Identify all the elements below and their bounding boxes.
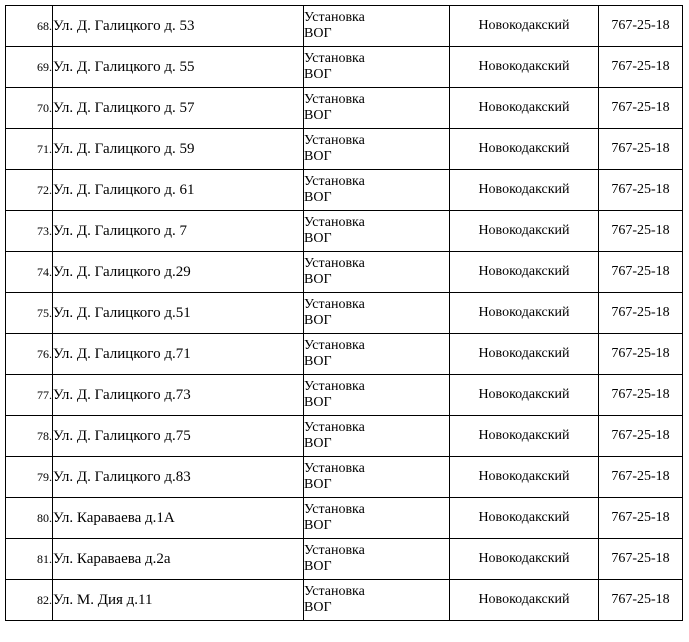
work-type-cell — [304, 129, 450, 170]
address-cell: Ул. Д. Галицкого д.75 — [53, 416, 304, 457]
phone-cell: 767-25-18 — [599, 170, 683, 211]
work-type-cell — [304, 47, 450, 88]
work-type-cell — [304, 457, 450, 498]
work-type-cell — [304, 211, 450, 252]
work-type-cell — [304, 252, 450, 293]
row-number: 68. — [6, 6, 53, 47]
row-number: 78. — [6, 416, 53, 457]
phone-cell: 767-25-18 — [599, 416, 683, 457]
work-type-cell — [304, 334, 450, 375]
table-row — [6, 457, 683, 498]
work-type-line2: ВОГ — [304, 272, 332, 287]
address-cell: Ул. Караваева д.1А — [53, 498, 304, 539]
work-type-line1: Установка — [304, 543, 365, 558]
address-cell: Ул. Д. Галицкого д.71 — [53, 334, 304, 375]
phone-cell: 767-25-18 — [599, 6, 683, 47]
work-type-cell — [304, 498, 450, 539]
row-number: 73. — [6, 211, 53, 252]
work-type-line2: ВОГ — [304, 26, 332, 41]
work-type-line1: Установка — [304, 133, 365, 148]
address-cell: Ул. Д. Галицкого д. 59 — [53, 129, 304, 170]
work-type-cell — [304, 580, 450, 621]
table-body — [6, 6, 683, 621]
table-row — [6, 88, 683, 129]
work-type-line1: Установка — [304, 10, 365, 25]
phone-cell: 767-25-18 — [599, 88, 683, 129]
work-type-cell — [304, 416, 450, 457]
address-cell: Ул. Д. Галицкого д.73 — [53, 375, 304, 416]
address-cell: Ул. Д. Галицкого д. 61 — [53, 170, 304, 211]
district-cell: Новокодакский — [450, 88, 599, 129]
work-type-line1: Установка — [304, 215, 365, 230]
address-cell: Ул. М. Дия д.11 — [53, 580, 304, 621]
table-row — [6, 498, 683, 539]
work-type-line2: ВОГ — [304, 313, 332, 328]
row-number: 81. — [6, 539, 53, 580]
district-cell: Новокодакский — [450, 375, 599, 416]
work-type-line2: ВОГ — [304, 231, 332, 246]
district-cell: Новокодакский — [450, 211, 599, 252]
work-type-cell — [304, 539, 450, 580]
phone-cell: 767-25-18 — [599, 47, 683, 88]
district-cell: Новокодакский — [450, 47, 599, 88]
work-type-line1: Установка — [304, 338, 365, 353]
phone-cell: 767-25-18 — [599, 129, 683, 170]
work-type-line2: ВОГ — [304, 108, 332, 123]
work-type-line1: Установка — [304, 420, 365, 435]
district-cell: Новокодакский — [450, 498, 599, 539]
work-type-line1: Установка — [304, 584, 365, 599]
phone-cell: 767-25-18 — [599, 334, 683, 375]
work-type-cell — [304, 375, 450, 416]
table-row — [6, 129, 683, 170]
work-type-line1: Установка — [304, 297, 365, 312]
work-type-line1: Установка — [304, 256, 365, 271]
table-row — [6, 211, 683, 252]
row-number: 69. — [6, 47, 53, 88]
row-number: 75. — [6, 293, 53, 334]
row-number: 71. — [6, 129, 53, 170]
table-row — [6, 6, 683, 47]
row-number: 82. — [6, 580, 53, 621]
row-number: 70. — [6, 88, 53, 129]
row-number: 76. — [6, 334, 53, 375]
table-row — [6, 334, 683, 375]
address-cell: Ул. Д. Галицкого д. 7 — [53, 211, 304, 252]
phone-cell: 767-25-18 — [599, 293, 683, 334]
table-row — [6, 252, 683, 293]
phone-cell: 767-25-18 — [599, 580, 683, 621]
district-cell: Новокодакский — [450, 293, 599, 334]
work-type-line2: ВОГ — [304, 518, 332, 533]
row-number: 80. — [6, 498, 53, 539]
district-cell: Новокодакский — [450, 334, 599, 375]
work-type-line2: ВОГ — [304, 354, 332, 369]
phone-cell: 767-25-18 — [599, 211, 683, 252]
address-cell: Ул. Д. Галицкого д. 55 — [53, 47, 304, 88]
district-cell: Новокодакский — [450, 416, 599, 457]
row-number: 72. — [6, 170, 53, 211]
work-type-cell — [304, 6, 450, 47]
table-row — [6, 293, 683, 334]
work-type-line1: Установка — [304, 502, 365, 517]
district-cell: Новокодакский — [450, 6, 599, 47]
work-type-line1: Установка — [304, 92, 365, 107]
work-type-line2: ВОГ — [304, 600, 332, 615]
work-type-line2: ВОГ — [304, 395, 332, 410]
address-cell: Ул. Д. Галицкого д. 57 — [53, 88, 304, 129]
phone-cell: 767-25-18 — [599, 498, 683, 539]
work-type-line2: ВОГ — [304, 67, 332, 82]
district-cell: Новокодакский — [450, 539, 599, 580]
address-table — [5, 5, 683, 621]
district-cell: Новокодакский — [450, 252, 599, 293]
table-row — [6, 416, 683, 457]
phone-cell: 767-25-18 — [599, 539, 683, 580]
address-cell: Ул. Д. Галицкого д.51 — [53, 293, 304, 334]
row-number: 79. — [6, 457, 53, 498]
table-row — [6, 539, 683, 580]
row-number: 77. — [6, 375, 53, 416]
work-type-line1: Установка — [304, 174, 365, 189]
table-row — [6, 580, 683, 621]
work-type-line2: ВОГ — [304, 559, 332, 574]
address-cell: Ул. Д. Галицкого д. 53 — [53, 6, 304, 47]
phone-cell: 767-25-18 — [599, 252, 683, 293]
district-cell: Новокодакский — [450, 580, 599, 621]
address-cell: Ул. Д. Галицкого д.83 — [53, 457, 304, 498]
phone-cell: 767-25-18 — [599, 457, 683, 498]
work-type-line1: Установка — [304, 51, 365, 66]
row-number: 74. — [6, 252, 53, 293]
work-type-line2: ВОГ — [304, 149, 332, 164]
work-type-line1: Установка — [304, 379, 365, 394]
phone-cell: 767-25-18 — [599, 375, 683, 416]
work-type-line2: ВОГ — [304, 436, 332, 451]
work-type-line2: ВОГ — [304, 477, 332, 492]
work-type-cell — [304, 293, 450, 334]
work-type-cell — [304, 88, 450, 129]
district-cell: Новокодакский — [450, 457, 599, 498]
address-cell: Ул. Караваева д.2а — [53, 539, 304, 580]
table-row — [6, 47, 683, 88]
table-row — [6, 170, 683, 211]
district-cell: Новокодакский — [450, 170, 599, 211]
work-type-line1: Установка — [304, 461, 365, 476]
table-row — [6, 375, 683, 416]
district-cell: Новокодакский — [450, 129, 599, 170]
address-cell: Ул. Д. Галицкого д.29 — [53, 252, 304, 293]
work-type-line2: ВОГ — [304, 190, 332, 205]
work-type-cell — [304, 170, 450, 211]
